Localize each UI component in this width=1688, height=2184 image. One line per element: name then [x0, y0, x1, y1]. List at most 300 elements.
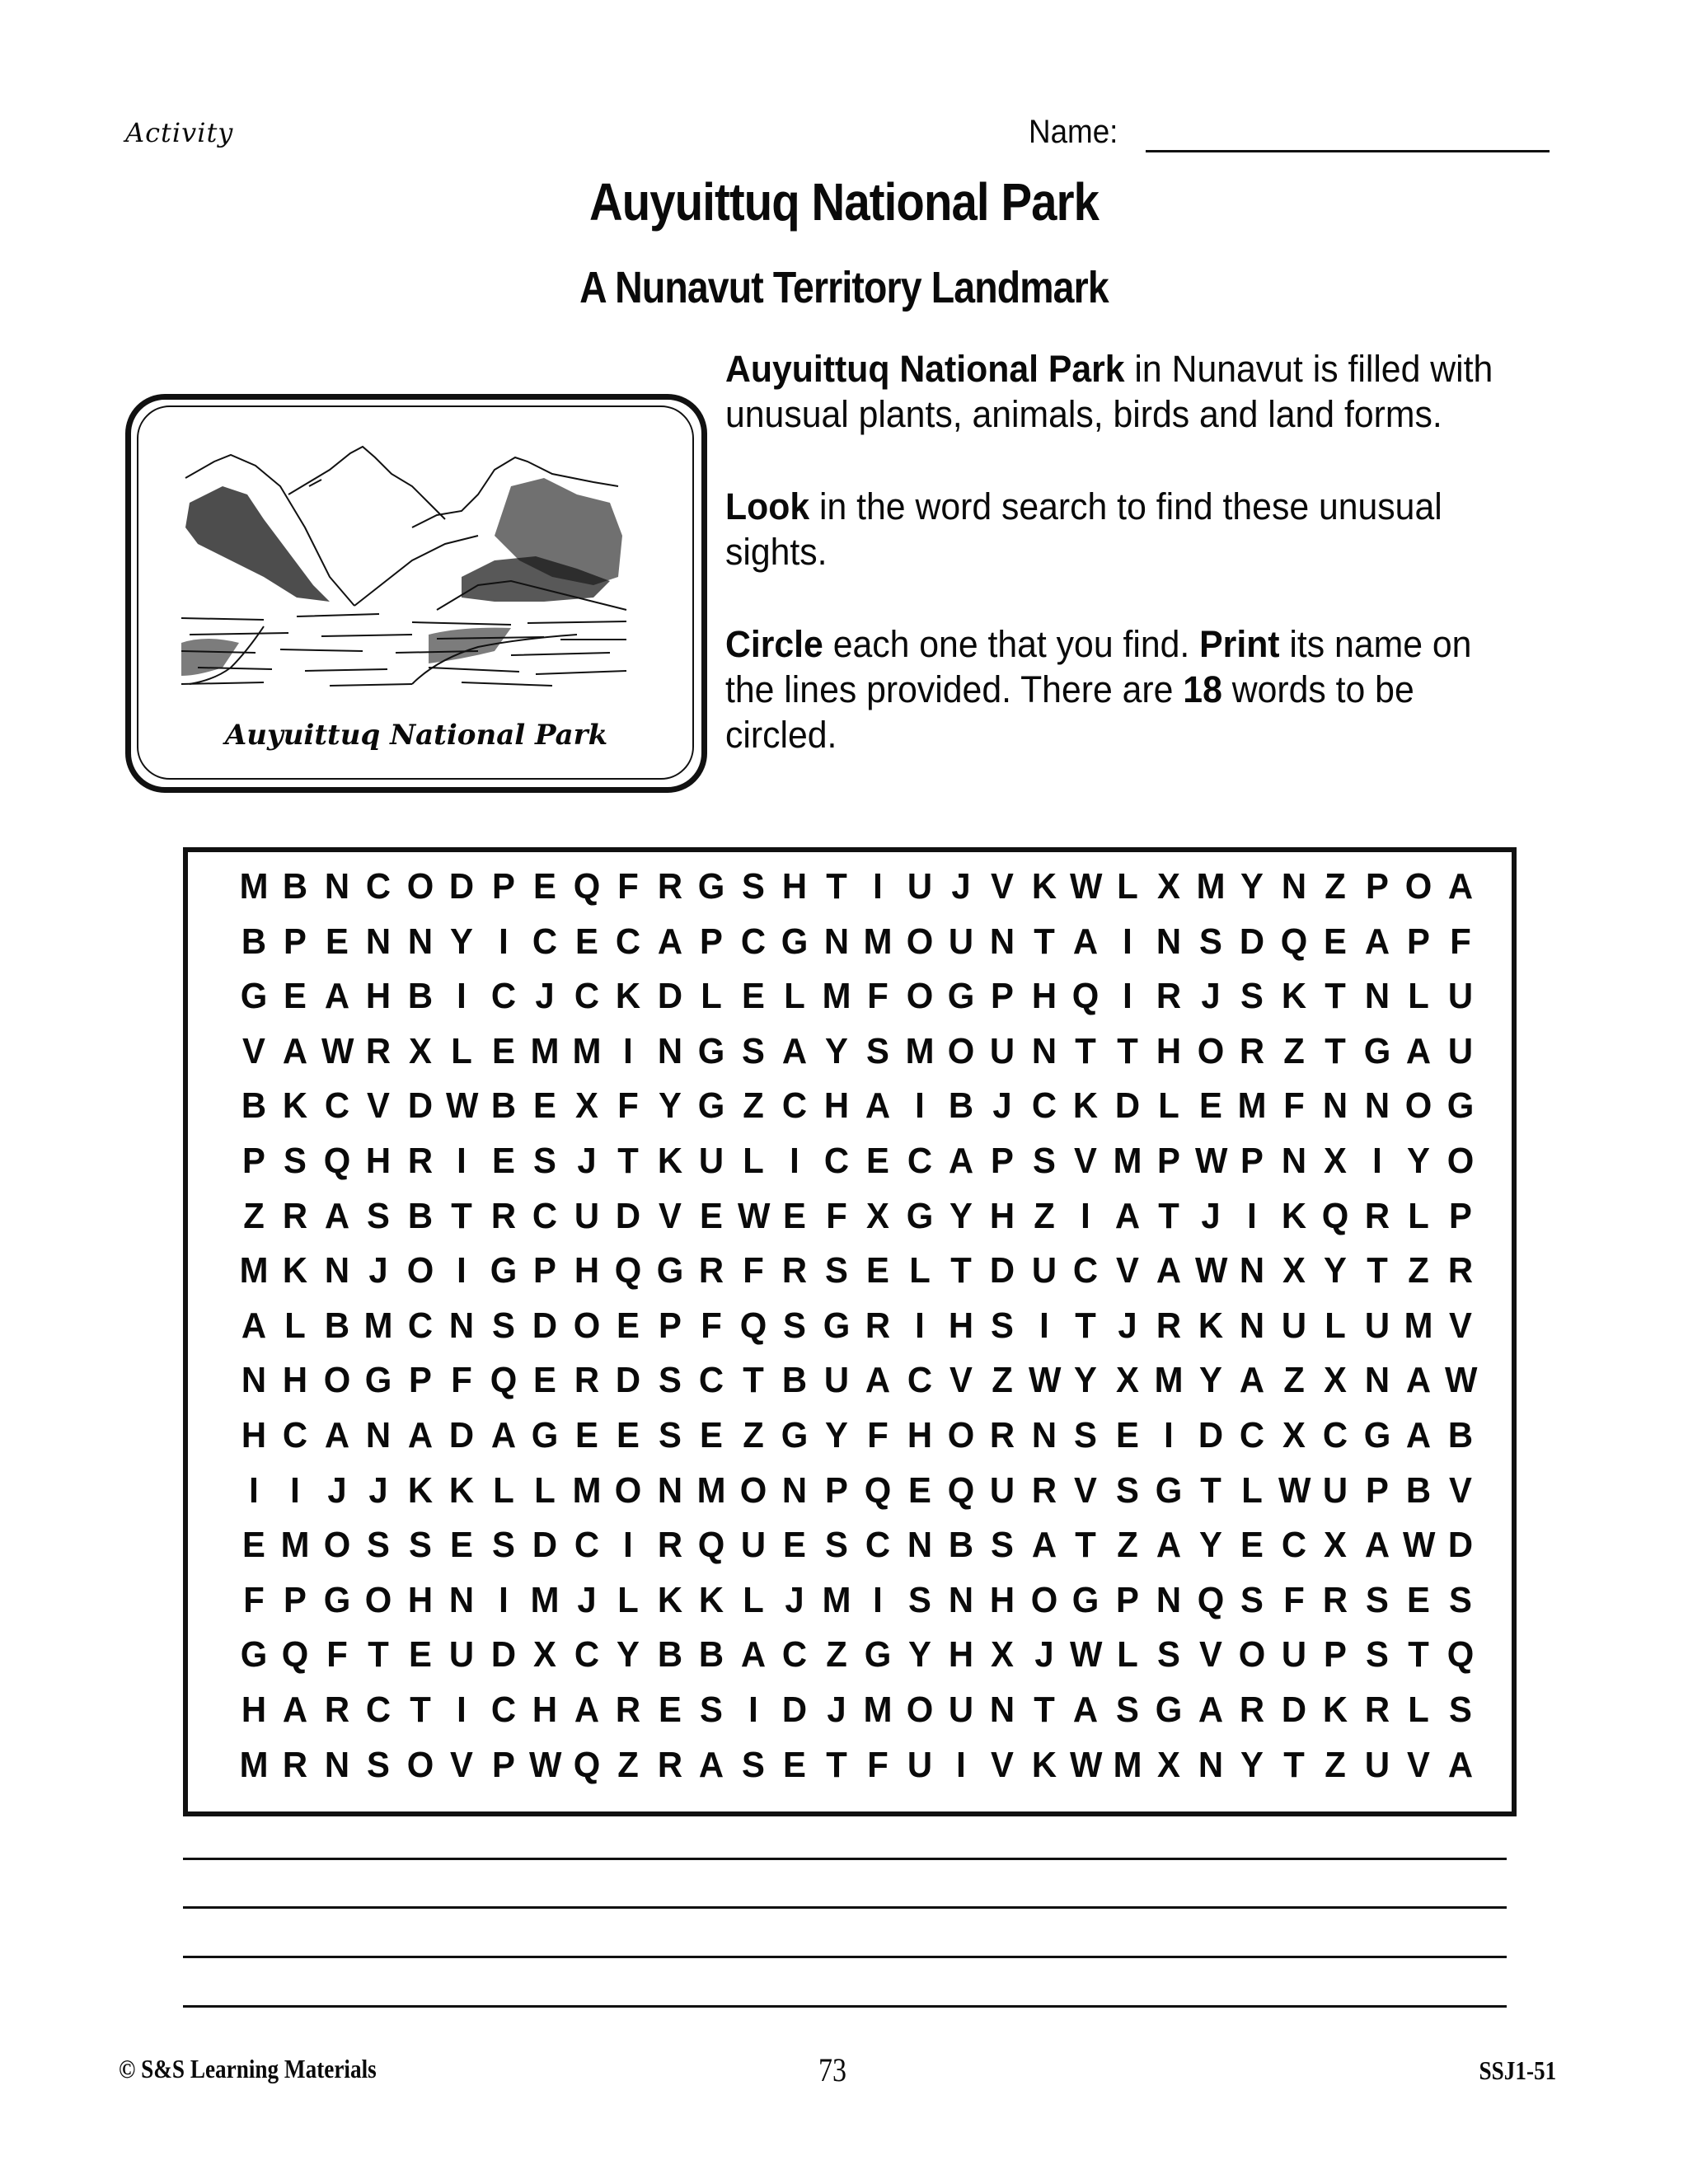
grid-letter[interactable]: W: [737, 1195, 771, 1236]
grid-letter[interactable]: S: [1448, 1579, 1472, 1620]
grid-letter[interactable]: P: [1407, 921, 1431, 962]
grid-letter[interactable]: A: [657, 921, 682, 962]
grid-letter[interactable]: J: [951, 866, 971, 907]
grid-letter[interactable]: C: [407, 1305, 433, 1346]
grid-letter[interactable]: W: [1070, 866, 1103, 907]
grid-letter[interactable]: T: [742, 1360, 764, 1401]
grid-letter[interactable]: N: [241, 1360, 267, 1401]
grid-letter[interactable]: N: [781, 1469, 808, 1511]
grid-letter[interactable]: X: [1282, 1250, 1306, 1291]
grid-letter[interactable]: V: [1074, 1469, 1098, 1511]
grid-letter[interactable]: B: [948, 1085, 974, 1127]
grid-letter[interactable]: E: [1324, 921, 1348, 962]
grid-letter[interactable]: M: [572, 1469, 602, 1511]
grid-letter[interactable]: Q: [739, 1305, 767, 1346]
grid-letter[interactable]: N: [366, 921, 392, 962]
grid-letter[interactable]: L: [1408, 976, 1429, 1017]
grid-letter[interactable]: P: [991, 1140, 1015, 1181]
grid-letter[interactable]: T: [1408, 1634, 1429, 1675]
grid-letter[interactable]: N: [1240, 1250, 1265, 1291]
grid-letter[interactable]: N: [1364, 1360, 1390, 1401]
grid-letter[interactable]: A: [241, 1305, 267, 1346]
grid-letter[interactable]: T: [825, 866, 847, 907]
grid-letter[interactable]: O: [323, 1525, 351, 1566]
grid-letter[interactable]: M: [530, 1030, 560, 1071]
grid-letter[interactable]: L: [1241, 1469, 1264, 1511]
grid-letter[interactable]: T: [451, 1195, 473, 1236]
grid-letter[interactable]: P: [533, 1250, 557, 1291]
grid-letter[interactable]: W: [1070, 1744, 1103, 1785]
grid-letter[interactable]: C: [1323, 1414, 1348, 1455]
grid-letter[interactable]: M: [239, 866, 269, 907]
grid-letter[interactable]: N: [324, 1744, 350, 1785]
grid-letter[interactable]: C: [781, 1634, 808, 1675]
grid-letter[interactable]: B: [1406, 1469, 1432, 1511]
grid-letter[interactable]: I: [457, 1250, 467, 1291]
grid-letter[interactable]: P: [700, 921, 724, 962]
grid-letter[interactable]: C: [1073, 1250, 1099, 1291]
grid-letter[interactable]: O: [906, 1689, 933, 1730]
grid-letter[interactable]: S: [658, 1414, 682, 1455]
grid-letter[interactable]: T: [825, 1744, 847, 1785]
grid-letter[interactable]: E: [907, 1469, 931, 1511]
grid-letter[interactable]: B: [490, 1085, 516, 1127]
grid-letter[interactable]: P: [491, 1744, 515, 1785]
grid-letter[interactable]: S: [741, 1744, 765, 1785]
grid-letter[interactable]: O: [947, 1414, 975, 1455]
grid-letter[interactable]: P: [1157, 1140, 1181, 1181]
grid-letter[interactable]: T: [1158, 1195, 1180, 1236]
grid-letter[interactable]: W: [1070, 1634, 1103, 1675]
grid-letter[interactable]: J: [1034, 1634, 1054, 1675]
grid-letter[interactable]: M: [572, 1030, 602, 1071]
grid-letter[interactable]: A: [1447, 866, 1473, 907]
grid-letter[interactable]: T: [1034, 1689, 1055, 1730]
grid-letter[interactable]: R: [574, 1360, 599, 1401]
grid-letter[interactable]: A: [1114, 1195, 1140, 1236]
grid-letter[interactable]: N: [324, 1250, 350, 1291]
word-search-grid[interactable]: [237, 867, 1477, 1800]
grid-letter[interactable]: K: [1198, 1305, 1223, 1346]
grid-letter[interactable]: T: [1075, 1525, 1097, 1566]
grid-letter[interactable]: Z: [1034, 1195, 1055, 1236]
grid-letter[interactable]: R: [1447, 1250, 1473, 1291]
grid-letter[interactable]: U: [948, 921, 974, 962]
grid-letter[interactable]: D: [1281, 1689, 1306, 1730]
grid-letter[interactable]: A: [948, 1140, 974, 1181]
grid-letter[interactable]: S: [824, 1250, 848, 1291]
grid-letter[interactable]: D: [490, 1634, 516, 1675]
grid-letter[interactable]: B: [657, 1634, 682, 1675]
grid-letter[interactable]: H: [907, 1414, 932, 1455]
grid-letter[interactable]: V: [991, 866, 1015, 907]
grid-letter[interactable]: Z: [1325, 866, 1346, 907]
grid-letter[interactable]: I: [498, 921, 509, 962]
grid-letter[interactable]: A: [283, 1030, 308, 1071]
grid-letter[interactable]: C: [490, 976, 516, 1017]
grid-letter[interactable]: Z: [742, 1414, 764, 1455]
grid-letter[interactable]: E: [574, 921, 598, 962]
grid-letter[interactable]: Q: [697, 1525, 725, 1566]
grid-letter[interactable]: R: [283, 1744, 308, 1785]
grid-letter[interactable]: B: [241, 1085, 267, 1127]
grid-letter[interactable]: N: [990, 1689, 1015, 1730]
grid-letter[interactable]: Q: [614, 1250, 642, 1291]
grid-letter[interactable]: G: [906, 1195, 933, 1236]
grid-letter[interactable]: S: [367, 1525, 391, 1566]
grid-letter[interactable]: A: [1031, 1525, 1057, 1566]
grid-letter[interactable]: G: [1363, 1414, 1390, 1455]
grid-letter[interactable]: P: [1240, 1140, 1264, 1181]
grid-letter[interactable]: R: [283, 1195, 308, 1236]
grid-letter[interactable]: M: [822, 976, 851, 1017]
grid-letter[interactable]: A: [865, 1360, 891, 1401]
grid-letter[interactable]: W: [529, 1744, 562, 1785]
grid-letter[interactable]: O: [323, 1360, 351, 1401]
grid-letter[interactable]: Z: [1282, 1360, 1305, 1401]
grid-letter[interactable]: W: [1194, 1140, 1228, 1181]
grid-letter[interactable]: D: [449, 866, 475, 907]
grid-letter[interactable]: K: [1031, 1744, 1057, 1785]
grid-letter[interactable]: V: [1448, 1305, 1472, 1346]
grid-letter[interactable]: O: [1447, 1140, 1474, 1181]
grid-letter[interactable]: H: [948, 1305, 974, 1346]
grid-letter[interactable]: W: [1278, 1469, 1311, 1511]
grid-letter[interactable]: W: [321, 1030, 354, 1071]
grid-letter[interactable]: L: [617, 1579, 639, 1620]
grid-letter[interactable]: M: [281, 1525, 310, 1566]
grid-letter[interactable]: K: [449, 1469, 475, 1511]
grid-letter[interactable]: Z: [742, 1085, 764, 1127]
grid-letter[interactable]: C: [699, 1360, 724, 1401]
grid-letter[interactable]: U: [574, 1195, 599, 1236]
grid-letter[interactable]: H: [407, 1579, 433, 1620]
grid-letter[interactable]: E: [1115, 1414, 1139, 1455]
grid-letter[interactable]: U: [823, 1360, 849, 1401]
grid-letter[interactable]: U: [1364, 1744, 1390, 1785]
grid-letter[interactable]: Q: [947, 1469, 975, 1511]
grid-letter[interactable]: V: [658, 1195, 682, 1236]
grid-letter[interactable]: Y: [658, 1085, 682, 1127]
grid-letter[interactable]: O: [365, 1579, 392, 1620]
grid-letter[interactable]: I: [623, 1525, 634, 1566]
grid-letter[interactable]: S: [991, 1305, 1015, 1346]
grid-letter[interactable]: V: [1074, 1140, 1098, 1181]
grid-letter[interactable]: M: [905, 1030, 934, 1071]
grid-letter[interactable]: D: [781, 1689, 808, 1730]
grid-letter[interactable]: D: [616, 1360, 641, 1401]
grid-letter[interactable]: P: [242, 1140, 265, 1181]
grid-letter[interactable]: A: [283, 1689, 308, 1730]
grid-letter[interactable]: C: [574, 1525, 599, 1566]
grid-letter[interactable]: N: [1281, 866, 1306, 907]
grid-letter[interactable]: S: [866, 1030, 889, 1071]
grid-letter[interactable]: T: [1200, 1469, 1221, 1511]
grid-letter[interactable]: C: [907, 1140, 932, 1181]
grid-letter[interactable]: G: [240, 976, 268, 1017]
grid-letter[interactable]: H: [283, 1360, 308, 1401]
grid-letter[interactable]: K: [699, 1579, 724, 1620]
grid-letter[interactable]: L: [701, 976, 722, 1017]
grid-letter[interactable]: T: [1034, 921, 1055, 962]
grid-letter[interactable]: Z: [1282, 1030, 1305, 1071]
grid-letter[interactable]: E: [1407, 1579, 1431, 1620]
grid-letter[interactable]: K: [1281, 976, 1306, 1017]
grid-letter[interactable]: G: [947, 976, 975, 1017]
grid-letter[interactable]: E: [491, 1140, 515, 1181]
grid-letter[interactable]: E: [866, 1250, 889, 1291]
grid-letter[interactable]: A: [407, 1414, 433, 1455]
grid-letter[interactable]: D: [616, 1195, 641, 1236]
grid-letter[interactable]: V: [1407, 1744, 1431, 1785]
grid-letter[interactable]: E: [533, 1360, 557, 1401]
grid-letter[interactable]: B: [283, 866, 308, 907]
grid-letter[interactable]: F: [701, 1305, 722, 1346]
grid-letter[interactable]: C: [532, 921, 558, 962]
grid-letter[interactable]: P: [284, 921, 307, 962]
grid-letter[interactable]: Q: [1197, 1579, 1225, 1620]
grid-letter[interactable]: B: [699, 1634, 724, 1675]
grid-letter[interactable]: F: [867, 976, 889, 1017]
grid-letter[interactable]: S: [367, 1744, 391, 1785]
grid-letter[interactable]: A: [1156, 1525, 1182, 1566]
grid-letter[interactable]: W: [1444, 1360, 1478, 1401]
grid-letter[interactable]: S: [824, 1525, 848, 1566]
grid-letter[interactable]: C: [532, 1195, 558, 1236]
grid-letter[interactable]: N: [657, 1469, 682, 1511]
grid-letter[interactable]: R: [699, 1250, 724, 1291]
grid-letter[interactable]: S: [1115, 1469, 1139, 1511]
grid-letter[interactable]: N: [1281, 1140, 1306, 1181]
grid-letter[interactable]: E: [617, 1414, 640, 1455]
grid-letter[interactable]: C: [740, 921, 766, 962]
grid-letter[interactable]: S: [700, 1689, 724, 1730]
grid-letter[interactable]: E: [617, 1305, 640, 1346]
grid-letter[interactable]: H: [1156, 1030, 1182, 1071]
grid-letter[interactable]: Y: [1198, 1360, 1222, 1401]
grid-letter[interactable]: C: [865, 1525, 891, 1566]
grid-letter[interactable]: E: [1240, 1525, 1264, 1566]
grid-letter[interactable]: K: [1073, 1085, 1099, 1127]
grid-letter[interactable]: M: [239, 1250, 269, 1291]
grid-letter[interactable]: W: [1194, 1250, 1228, 1291]
grid-letter[interactable]: H: [366, 976, 392, 1017]
grid-letter[interactable]: O: [1197, 1030, 1225, 1071]
grid-letter[interactable]: B: [407, 976, 433, 1017]
grid-letter[interactable]: F: [825, 1195, 847, 1236]
grid-letter[interactable]: F: [867, 1744, 889, 1785]
grid-letter[interactable]: G: [823, 1305, 850, 1346]
grid-letter[interactable]: B: [781, 1360, 808, 1401]
grid-letter[interactable]: M: [1154, 1360, 1184, 1401]
grid-letter[interactable]: E: [491, 1030, 515, 1071]
grid-letter[interactable]: T: [617, 1140, 639, 1181]
grid-letter[interactable]: R: [1156, 1305, 1182, 1346]
grid-letter[interactable]: R: [407, 1140, 433, 1181]
grid-letter[interactable]: I: [790, 1140, 799, 1181]
grid-letter[interactable]: I: [748, 1689, 758, 1730]
grid-letter[interactable]: N: [1031, 1414, 1057, 1455]
grid-letter[interactable]: D: [657, 976, 682, 1017]
answer-line-2[interactable]: [183, 1906, 1507, 1909]
grid-letter[interactable]: E: [284, 976, 307, 1017]
grid-letter[interactable]: R: [490, 1195, 516, 1236]
grid-letter[interactable]: U: [1031, 1250, 1057, 1291]
grid-letter[interactable]: A: [1364, 921, 1390, 962]
grid-letter[interactable]: N: [1323, 1085, 1348, 1127]
grid-letter[interactable]: S: [741, 1030, 765, 1071]
grid-letter[interactable]: F: [451, 1360, 473, 1401]
grid-letter[interactable]: I: [498, 1579, 509, 1620]
grid-letter[interactable]: Y: [1198, 1525, 1222, 1566]
grid-letter[interactable]: Q: [1447, 1634, 1474, 1675]
grid-letter[interactable]: R: [781, 1250, 808, 1291]
grid-letter[interactable]: L: [1117, 866, 1138, 907]
grid-letter[interactable]: J: [577, 1140, 597, 1181]
grid-letter[interactable]: M: [1237, 1085, 1267, 1127]
grid-letter[interactable]: N: [1156, 921, 1182, 962]
grid-letter[interactable]: Z: [243, 1195, 265, 1236]
grid-letter[interactable]: E: [658, 1689, 682, 1730]
grid-letter[interactable]: N: [324, 866, 350, 907]
grid-letter[interactable]: H: [990, 1195, 1015, 1236]
grid-letter[interactable]: K: [283, 1085, 308, 1127]
grid-letter[interactable]: S: [1448, 1689, 1472, 1730]
grid-letter[interactable]: B: [948, 1525, 974, 1566]
grid-letter[interactable]: V: [1198, 1634, 1222, 1675]
answer-line-1[interactable]: [183, 1858, 1507, 1860]
grid-letter[interactable]: U: [1281, 1305, 1306, 1346]
grid-letter[interactable]: N: [1240, 1305, 1265, 1346]
grid-letter[interactable]: E: [783, 1525, 807, 1566]
grid-letter[interactable]: A: [1073, 1689, 1099, 1730]
grid-letter[interactable]: F: [742, 1250, 764, 1291]
grid-letter[interactable]: E: [783, 1195, 807, 1236]
grid-letter[interactable]: A: [324, 1414, 350, 1455]
grid-letter[interactable]: U: [1323, 1469, 1348, 1511]
grid-letter[interactable]: X: [1324, 1360, 1348, 1401]
grid-letter[interactable]: H: [990, 1579, 1015, 1620]
grid-letter[interactable]: Z: [825, 1634, 847, 1675]
grid-letter[interactable]: N: [1156, 1579, 1182, 1620]
grid-letter[interactable]: C: [366, 866, 392, 907]
grid-letter[interactable]: H: [948, 1634, 974, 1675]
grid-letter[interactable]: T: [950, 1250, 972, 1291]
grid-letter[interactable]: E: [533, 1085, 557, 1127]
grid-letter[interactable]: I: [1164, 1414, 1175, 1455]
grid-letter[interactable]: D: [1114, 1085, 1140, 1127]
grid-letter[interactable]: S: [783, 1305, 807, 1346]
grid-letter[interactable]: I: [1372, 1140, 1382, 1181]
grid-letter[interactable]: X: [408, 1030, 432, 1071]
grid-letter[interactable]: H: [574, 1250, 599, 1291]
grid-letter[interactable]: G: [1363, 1030, 1390, 1071]
grid-letter[interactable]: O: [1404, 866, 1432, 907]
grid-letter[interactable]: T: [1325, 976, 1346, 1017]
grid-letter[interactable]: L: [742, 1579, 764, 1620]
grid-letter[interactable]: A: [1406, 1030, 1432, 1071]
grid-letter[interactable]: M: [863, 1689, 893, 1730]
grid-letter[interactable]: G: [697, 1085, 725, 1127]
grid-letter[interactable]: S: [1365, 1579, 1389, 1620]
grid-letter[interactable]: J: [368, 1250, 389, 1291]
grid-letter[interactable]: L: [1325, 1305, 1346, 1346]
grid-letter[interactable]: E: [866, 1140, 889, 1181]
grid-letter[interactable]: T: [1075, 1305, 1097, 1346]
grid-letter[interactable]: K: [1031, 866, 1057, 907]
grid-letter[interactable]: S: [408, 1525, 432, 1566]
grid-letter[interactable]: C: [1240, 1414, 1265, 1455]
grid-letter[interactable]: R: [1240, 1030, 1265, 1071]
grid-letter[interactable]: S: [1240, 1579, 1264, 1620]
grid-letter[interactable]: U: [948, 1689, 974, 1730]
grid-letter[interactable]: M: [696, 1469, 726, 1511]
grid-letter[interactable]: L: [1408, 1195, 1429, 1236]
grid-letter[interactable]: Q: [573, 1744, 601, 1785]
grid-letter[interactable]: A: [1240, 1360, 1265, 1401]
grid-letter[interactable]: Z: [1325, 1744, 1346, 1785]
grid-letter[interactable]: J: [826, 1689, 846, 1730]
grid-letter[interactable]: N: [1364, 976, 1390, 1017]
grid-letter[interactable]: L: [784, 976, 805, 1017]
grid-letter[interactable]: K: [1281, 1195, 1306, 1236]
grid-letter[interactable]: I: [1039, 1305, 1049, 1346]
grid-letter[interactable]: J: [1201, 976, 1221, 1017]
grid-letter[interactable]: U: [1447, 1030, 1473, 1071]
grid-letter[interactable]: X: [1324, 1140, 1348, 1181]
grid-letter[interactable]: B: [241, 921, 267, 962]
grid-letter[interactable]: N: [366, 1414, 392, 1455]
grid-letter[interactable]: G: [365, 1360, 392, 1401]
grid-letter[interactable]: T: [1282, 1744, 1305, 1785]
grid-letter[interactable]: K: [657, 1140, 682, 1181]
grid-letter[interactable]: D: [1198, 1414, 1223, 1455]
grid-letter[interactable]: U: [1364, 1305, 1390, 1346]
grid-letter[interactable]: B: [407, 1195, 433, 1236]
grid-letter[interactable]: I: [1123, 976, 1132, 1017]
grid-letter[interactable]: G: [656, 1250, 683, 1291]
grid-letter[interactable]: A: [324, 1195, 350, 1236]
grid-letter[interactable]: E: [408, 1634, 432, 1675]
grid-letter[interactable]: W: [446, 1085, 479, 1127]
grid-letter[interactable]: O: [947, 1030, 975, 1071]
grid-letter[interactable]: R: [1031, 1469, 1057, 1511]
grid-letter[interactable]: N: [407, 921, 433, 962]
grid-letter[interactable]: A: [324, 976, 350, 1017]
grid-letter[interactable]: Y: [907, 1634, 931, 1675]
grid-letter[interactable]: U: [1281, 1634, 1306, 1675]
grid-letter[interactable]: P: [824, 1469, 848, 1511]
grid-letter[interactable]: E: [242, 1525, 265, 1566]
name-input-line[interactable]: [1146, 150, 1550, 152]
grid-letter[interactable]: G: [781, 921, 809, 962]
grid-letter[interactable]: N: [657, 1030, 682, 1071]
grid-letter[interactable]: R: [1156, 976, 1182, 1017]
grid-letter[interactable]: X: [1282, 1414, 1306, 1455]
grid-letter[interactable]: I: [249, 1469, 259, 1511]
grid-letter[interactable]: A: [699, 1744, 724, 1785]
grid-letter[interactable]: R: [324, 1689, 350, 1730]
grid-letter[interactable]: N: [449, 1305, 475, 1346]
grid-letter[interactable]: L: [1158, 1085, 1180, 1127]
grid-letter[interactable]: G: [240, 1634, 268, 1675]
grid-letter[interactable]: A: [1198, 1689, 1223, 1730]
grid-letter[interactable]: H: [781, 866, 808, 907]
grid-letter[interactable]: R: [1364, 1195, 1390, 1236]
grid-letter[interactable]: O: [906, 976, 933, 1017]
grid-letter[interactable]: A: [1447, 1744, 1473, 1785]
grid-letter[interactable]: R: [657, 1744, 682, 1785]
